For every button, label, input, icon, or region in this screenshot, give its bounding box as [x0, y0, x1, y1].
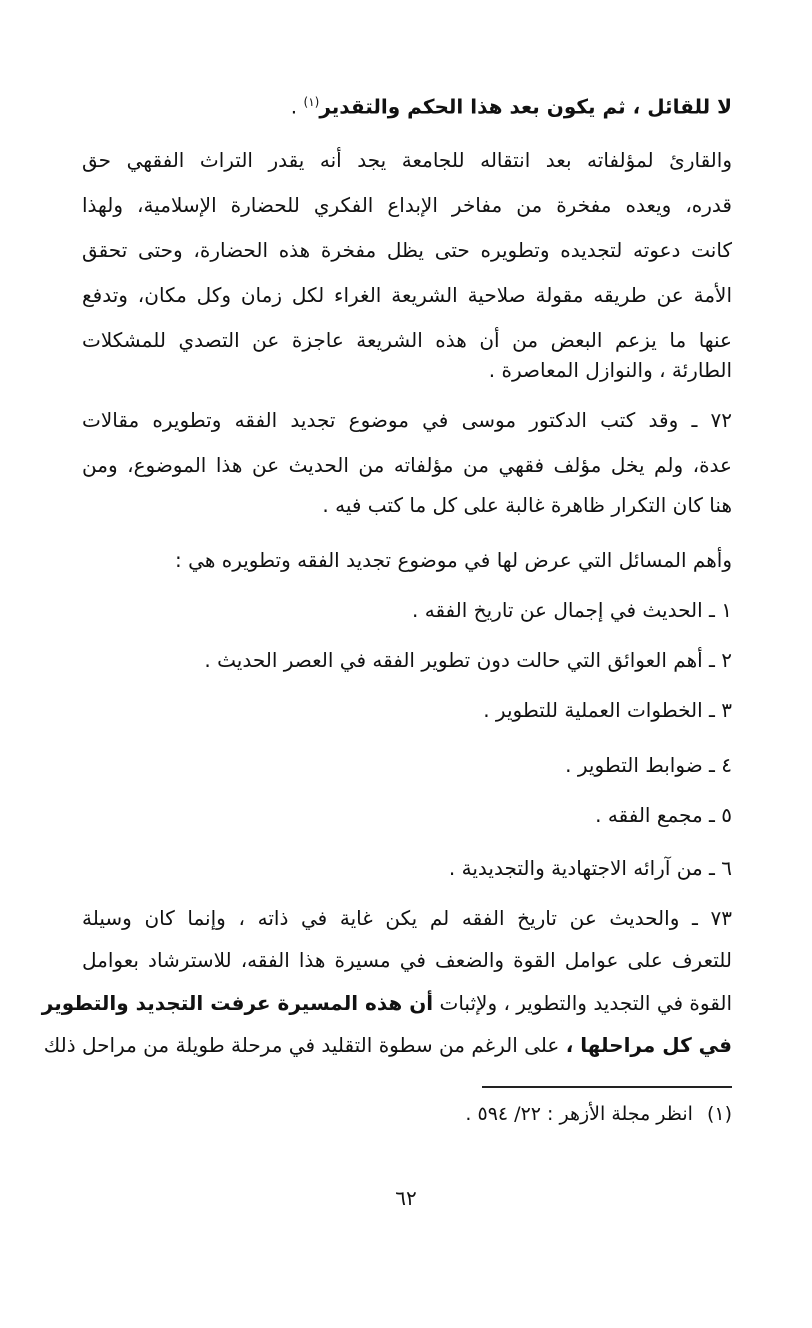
continuation-bold-text: لا للقائل ، ثم يكون بعد هذا الحكم والتقدير	[319, 94, 732, 119]
footnote-text: انظر مجلة الأزهر : ٢٢/ ٥٩٤ .	[465, 1103, 693, 1125]
paragraph-3-line	[43, 1025, 732, 1065]
footnote	[82, 1098, 732, 1130]
list-item: ٥ ـ مجمع الفقه .	[595, 803, 732, 827]
paragraph-3-plain-text: على الرغم من سطوة التقليد في مرحلة طويلة من مراحل ذلك	[43, 1033, 566, 1057]
page-number: ٦٢	[395, 1186, 417, 1210]
paragraph-1-line: عنها ما يزعم البعض من أن هذه الشريعة عاجزة عن التصدي للمشكلات	[82, 328, 732, 352]
paragraph-1-line: الطارئة ، والنوازل المعاصرة .	[488, 358, 732, 382]
footnote-reference: (١)	[303, 95, 320, 109]
footnote-divider	[482, 1086, 732, 1088]
list-item: ١ ـ الحديث في إجمال عن تاريخ الفقه .	[412, 598, 732, 622]
footnote-mark: (١)	[706, 1103, 732, 1125]
list-item: ٦ ـ من آرائه الاجتهادية والتجديدية .	[448, 856, 732, 880]
paragraph-1-line: قدره، ويعده مفخرة من مفاخر الإبداع الفكري للحضارة الإسلامية، ولهذا	[82, 193, 732, 217]
paragraph-2-line: هنا كان التكرار ظاهرة غالبة على كل ما كتب فيه .	[322, 493, 732, 517]
list-item: ٣ ـ الخطوات العملية للتطوير .	[483, 698, 732, 722]
paragraph-3-plain-text: القوة في التجديد والتطوير ، ولإثبات	[433, 991, 732, 1015]
paragraph-3-bold-text: أن هذه المسيرة عرفت التجديد والتطوير	[41, 991, 434, 1015]
paragraph-2-line: عدة، ولم يخل مؤلف فقهي من مؤلفاته من الحديث عن هذا الموضوع، ومن	[82, 453, 732, 477]
list-item: ٤ ـ ضوابط التطوير .	[565, 753, 732, 777]
paragraph-2-line: ٧٢ ـ وقد كتب الدكتور موسى في موضوع تجديد الفقه وتطويره مقالات	[82, 408, 732, 432]
list-item: ٢ ـ أهم العوائق التي حالت دون تطوير الفقه في العصر الحديث .	[204, 648, 732, 672]
paragraph-3-line: للتعرف على عوامل القوة والضعف في مسيرة هذا الفقه، للاسترشاد بعوامل	[82, 948, 732, 972]
paragraph-3-bold-text: في كل مراحلها ،	[565, 1033, 732, 1057]
paragraph-1-line: والقارئ لمؤلفاته بعد انتقاله للجامعة يجد أنه يقدر التراث الفقهي حق	[82, 148, 732, 172]
paragraph-1-line: الأمة عن طريقه مقولة صلاحية الشريعة الغراء لكل زمان وكل مكان، وتدفع	[82, 283, 732, 307]
continuation-line	[82, 82, 732, 122]
paragraph-1-line: كانت دعوته لتجديده وتطويره حتى يظل مفخرة هذه الحضارة، وحتى تحقق	[82, 238, 732, 262]
paragraph-3-line: ٧٣ ـ والحديث عن تاريخ الفقه لم يكن غاية في ذاته ، وإنما كان وسيلة	[82, 906, 732, 930]
continuation-end: .	[290, 94, 304, 119]
list-intro: وأهم المسائل التي عرض لها في موضوع تجديد الفقه وتطويره هي :	[175, 548, 732, 572]
paragraph-3-line	[41, 983, 732, 1023]
